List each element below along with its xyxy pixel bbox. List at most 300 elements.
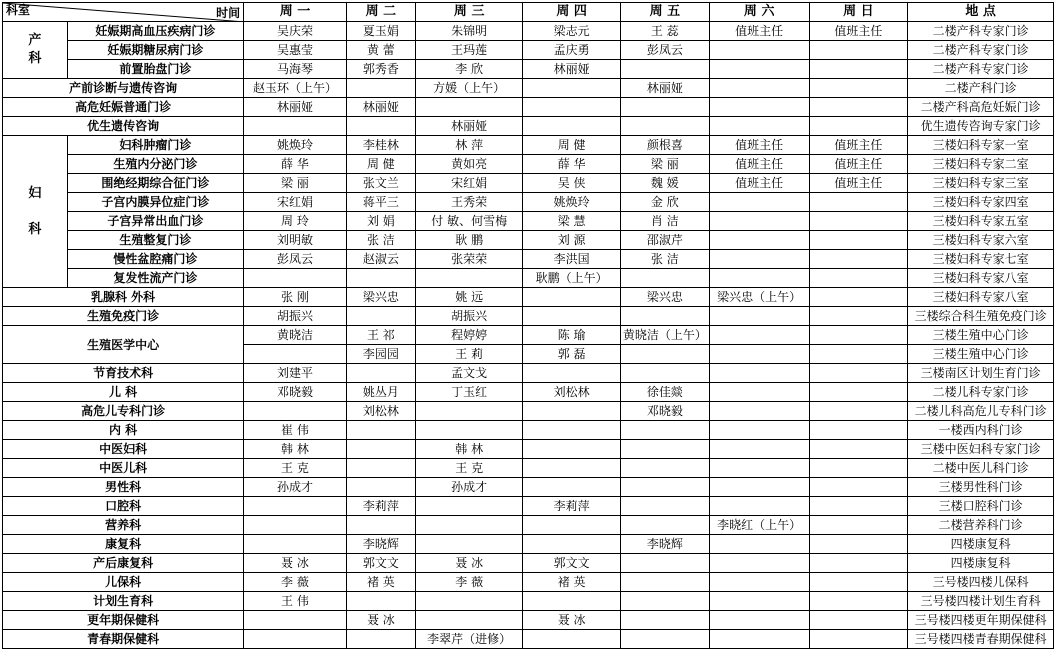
schedule-cell-fri: 邵淑芹	[620, 231, 709, 250]
schedule-cell-thu: 聂 冰	[523, 611, 620, 630]
schedule-cell-wed: 黄如亮	[415, 155, 522, 174]
schedule-cell-wed	[415, 516, 522, 535]
schedule-cell-mon: 赵玉环（上午）	[244, 79, 347, 98]
schedule-row	[3, 174, 1054, 193]
schedule-cell-mon: 王 克	[244, 459, 347, 478]
schedule-cell-sat	[709, 60, 809, 79]
schedule-cell-tue	[346, 478, 415, 497]
schedule-cell-thu: 耿鹏（上午）	[523, 269, 620, 288]
schedule-cell-wed	[415, 497, 522, 516]
schedule-cell-tue: 黄 蕾	[346, 41, 415, 60]
schedule-cell-mon: 张 刚	[244, 288, 347, 307]
schedule-cell-tue: 刘松林	[346, 402, 415, 421]
dept-name-cell: 高危儿专科门诊	[3, 402, 244, 421]
schedule-cell-sun	[809, 98, 908, 117]
schedule-cell-tue	[346, 79, 415, 98]
schedule-cell-sat: 值班主任	[709, 22, 809, 41]
dept-name-cell: 优生遗传咨询	[3, 117, 244, 136]
group-label-gynecology: 妇 科	[3, 136, 68, 288]
schedule-cell-sat	[709, 630, 809, 649]
schedule-cell-mon: 刘明敏	[244, 231, 347, 250]
schedule-cell-thu: 刘 源	[523, 231, 620, 250]
dept-name-cell: 中医妇科	[3, 440, 244, 459]
dept-name-cell: 产后康复科	[3, 554, 244, 573]
schedule-cell-sat	[709, 41, 809, 60]
schedule-row	[3, 459, 1054, 478]
schedule-cell-fri: 林丽娅	[620, 79, 709, 98]
schedule-cell-sat: 值班主任	[709, 174, 809, 193]
schedule-cell-tue: 夏玉娟	[346, 22, 415, 41]
schedule-row	[3, 288, 1054, 307]
schedule-cell-sun	[809, 231, 908, 250]
schedule-cell-thu: 姚焕玲	[523, 193, 620, 212]
schedule-cell-mon: 黄晓洁	[244, 326, 347, 345]
schedule-cell-thu	[523, 402, 620, 421]
dept-name-cell: 妇科肿瘤门诊	[67, 136, 244, 155]
schedule-cell-sat	[709, 554, 809, 573]
schedule-cell-mon: 韩 林	[244, 440, 347, 459]
schedule-cell-sun	[809, 459, 908, 478]
schedule-cell-fri	[620, 440, 709, 459]
schedule-row	[3, 41, 1054, 60]
schedule-cell-thu	[523, 364, 620, 383]
dept-name-cell: 乳腺科 外科	[3, 288, 244, 307]
corner-dept-label: 科室	[6, 3, 31, 17]
schedule-cell-fri	[620, 421, 709, 440]
schedule-cell-thu	[523, 307, 620, 326]
schedule-row	[3, 98, 1054, 117]
schedule-cell-sun	[809, 630, 908, 649]
schedule-row	[3, 383, 1054, 402]
dept-name-cell: 男性科	[3, 478, 244, 497]
schedule-cell-sat: 值班主任	[709, 155, 809, 174]
schedule-cell-wed	[415, 269, 522, 288]
schedule-cell-tue: 蒋平三	[346, 193, 415, 212]
schedule-cell-wed: 韩 林	[415, 440, 522, 459]
location-cell: 三楼综合科生殖免疫门诊	[908, 307, 1054, 326]
schedule-cell-thu	[523, 478, 620, 497]
schedule-cell-fri: 金 欣	[620, 193, 709, 212]
schedule-row	[3, 250, 1054, 269]
dept-name-cell: 营养科	[3, 516, 244, 535]
dept-name-cell: 节育技术科	[3, 364, 244, 383]
schedule-cell-sun	[809, 288, 908, 307]
schedule-cell-fri: 邓晓毅	[620, 402, 709, 421]
schedule-cell-sat	[709, 117, 809, 136]
schedule-cell-wed: 付 敏、何雪梅	[415, 212, 522, 231]
schedule-row	[3, 592, 1054, 611]
schedule-cell-mon	[244, 345, 347, 364]
location-cell: 优生遗传咨询专家门诊	[908, 117, 1054, 136]
schedule-cell-sun	[809, 326, 908, 345]
schedule-cell-sat	[709, 478, 809, 497]
schedule-cell-thu	[523, 421, 620, 440]
schedule-cell-fri	[620, 60, 709, 79]
corner-header-cell	[3, 3, 244, 22]
schedule-cell-fri	[620, 269, 709, 288]
schedule-cell-wed	[415, 98, 522, 117]
schedule-cell-wed: 林丽娅	[415, 117, 522, 136]
schedule-cell-sat	[709, 535, 809, 554]
schedule-cell-fri	[620, 478, 709, 497]
schedule-row	[3, 212, 1054, 231]
location-cell: 三楼中医妇科专家门诊	[908, 440, 1054, 459]
schedule-cell-sat	[709, 193, 809, 212]
schedule-cell-tue	[346, 630, 415, 649]
location-cell: 三楼妇科专家八室	[908, 269, 1054, 288]
location-cell: 三楼妇科专家四室	[908, 193, 1054, 212]
location-cell: 四楼康复科	[908, 535, 1054, 554]
dept-name-cell: 慢性盆腔痛门诊	[67, 250, 244, 269]
schedule-cell-fri	[620, 307, 709, 326]
schedule-cell-sun	[809, 440, 908, 459]
schedule-cell-tue	[346, 364, 415, 383]
schedule-cell-mon: 胡振兴	[244, 307, 347, 326]
schedule-cell-sat	[709, 79, 809, 98]
schedule-cell-sun	[809, 611, 908, 630]
schedule-cell-fri	[620, 573, 709, 592]
dept-name-cell: 儿保科	[3, 573, 244, 592]
schedule-cell-mon: 薛 华	[244, 155, 347, 174]
location-cell: 一楼西内科门诊	[908, 421, 1054, 440]
schedule-cell-tue: 李园园	[346, 345, 415, 364]
day-header-mon: 周 一	[244, 3, 347, 22]
schedule-cell-mon: 王 伟	[244, 592, 347, 611]
location-cell: 三号楼四楼青春期保健科	[908, 630, 1054, 649]
schedule-cell-wed: 王 莉	[415, 345, 522, 364]
schedule-cell-wed: 孙成才	[415, 478, 522, 497]
schedule-cell-wed: 耿 鹏	[415, 231, 522, 250]
schedule-cell-wed: 王秀荣	[415, 193, 522, 212]
schedule-cell-thu	[523, 535, 620, 554]
schedule-cell-sat	[709, 231, 809, 250]
location-cell: 四楼康复科	[908, 554, 1054, 573]
location-cell: 三楼男性科门诊	[908, 478, 1054, 497]
schedule-cell-mon	[244, 630, 347, 649]
group-label-obstetrics: 产 科	[3, 22, 68, 79]
schedule-row	[3, 307, 1054, 326]
schedule-cell-tue	[346, 516, 415, 535]
schedule-row	[3, 478, 1054, 497]
schedule-cell-sun	[809, 193, 908, 212]
dept-name-cell: 儿 科	[3, 383, 244, 402]
schedule-cell-tue: 聂 冰	[346, 611, 415, 630]
schedule-row	[3, 79, 1054, 98]
location-cell: 三号楼四楼更年期保健科	[908, 611, 1054, 630]
location-cell: 二楼产科门诊	[908, 79, 1054, 98]
schedule-cell-fri	[620, 459, 709, 478]
schedule-cell-sun: 值班主任	[809, 155, 908, 174]
schedule-cell-tue: 林丽娅	[346, 98, 415, 117]
schedule-cell-thu: 郭 磊	[523, 345, 620, 364]
schedule-cell-thu: 梁 慧	[523, 212, 620, 231]
schedule-row	[3, 611, 1054, 630]
location-cell: 二楼中医儿科门诊	[908, 459, 1054, 478]
schedule-cell-thu	[523, 98, 620, 117]
schedule-cell-mon	[244, 497, 347, 516]
location-cell: 三楼妇科专家二室	[908, 155, 1054, 174]
location-cell: 三楼妇科专家六室	[908, 231, 1054, 250]
schedule-row	[3, 535, 1054, 554]
schedule-cell-fri	[620, 117, 709, 136]
schedule-cell-sat	[709, 269, 809, 288]
schedule-row	[3, 193, 1054, 212]
schedule-cell-tue	[346, 459, 415, 478]
schedule-cell-mon	[244, 117, 347, 136]
schedule-cell-sat	[709, 459, 809, 478]
dept-name-cell: 生殖免疫门诊	[3, 307, 244, 326]
schedule-cell-wed: 胡振兴	[415, 307, 522, 326]
schedule-cell-fri	[620, 516, 709, 535]
dept-name-cell: 口腔科	[3, 497, 244, 516]
schedule-row	[3, 326, 1054, 345]
schedule-cell-sat: 李晓红（上午）	[709, 516, 809, 535]
schedule-cell-sun	[809, 421, 908, 440]
schedule-cell-sun	[809, 364, 908, 383]
schedule-cell-sat	[709, 497, 809, 516]
schedule-cell-tue: 姚丛月	[346, 383, 415, 402]
schedule-cell-mon: 崔 伟	[244, 421, 347, 440]
location-cell: 二楼产科专家门诊	[908, 22, 1054, 41]
schedule-cell-sun	[809, 250, 908, 269]
schedule-row	[3, 516, 1054, 535]
dept-name-cell: 子宫内膜异位症门诊	[67, 193, 244, 212]
dept-name-cell: 子宫异常出血门诊	[67, 212, 244, 231]
schedule-cell-thu: 刘松林	[523, 383, 620, 402]
location-cell: 二楼营养科门诊	[908, 516, 1054, 535]
schedule-cell-tue	[346, 592, 415, 611]
schedule-cell-fri: 张 洁	[620, 250, 709, 269]
dept-name-cell: 青春期保健科	[3, 630, 244, 649]
schedule-cell-thu	[523, 592, 620, 611]
schedule-cell-mon	[244, 402, 347, 421]
schedule-cell-sun	[809, 573, 908, 592]
schedule-cell-mon: 刘建平	[244, 364, 347, 383]
location-cell: 三楼妇科专家三室	[908, 174, 1054, 193]
schedule-row	[3, 155, 1054, 174]
location-cell: 三号楼四楼儿保科	[908, 573, 1054, 592]
schedule-cell-sun: 值班主任	[809, 174, 908, 193]
schedule-cell-wed: 姚 远	[415, 288, 522, 307]
location-cell: 二楼产科专家门诊	[908, 41, 1054, 60]
day-header-sat: 周 六	[709, 3, 809, 22]
schedule-cell-mon: 马海琴	[244, 60, 347, 79]
schedule-cell-mon: 梁 丽	[244, 174, 347, 193]
dept-name-cell: 复发性流产门诊	[67, 269, 244, 288]
schedule-cell-sun	[809, 478, 908, 497]
schedule-cell-wed: 林 萍	[415, 136, 522, 155]
schedule-cell-wed: 李翠芹（进修）	[415, 630, 522, 649]
schedule-cell-tue: 李桂林	[346, 136, 415, 155]
schedule-cell-thu: 陈 瑜	[523, 326, 620, 345]
schedule-cell-wed: 宋红娟	[415, 174, 522, 193]
schedule-cell-mon: 邓晓毅	[244, 383, 347, 402]
schedule-cell-fri: 肖 洁	[620, 212, 709, 231]
schedule-cell-sun	[809, 383, 908, 402]
schedule-cell-sat: 值班主任	[709, 136, 809, 155]
schedule-cell-fri: 梁 丽	[620, 155, 709, 174]
day-header-thu: 周 四	[523, 3, 620, 22]
schedule-row	[3, 22, 1054, 41]
schedule-cell-fri	[620, 630, 709, 649]
schedule-cell-sat: 梁兴忠（上午）	[709, 288, 809, 307]
schedule-cell-fri	[620, 592, 709, 611]
schedule-cell-fri: 徐佳燚	[620, 383, 709, 402]
schedule-cell-tue	[346, 421, 415, 440]
schedule-cell-sat	[709, 307, 809, 326]
schedule-cell-thu: 褚 英	[523, 573, 620, 592]
schedule-row	[3, 269, 1054, 288]
schedule-cell-sat	[709, 440, 809, 459]
schedule-cell-thu: 薛 华	[523, 155, 620, 174]
schedule-cell-thu	[523, 440, 620, 459]
schedule-row	[3, 402, 1054, 421]
day-header-fri: 周 五	[620, 3, 709, 22]
schedule-cell-wed	[415, 402, 522, 421]
schedule-cell-sun	[809, 592, 908, 611]
schedule-cell-sun	[809, 535, 908, 554]
schedule-cell-sun	[809, 402, 908, 421]
schedule-row	[3, 440, 1054, 459]
schedule-cell-mon: 孙成才	[244, 478, 347, 497]
schedule-cell-thu	[523, 630, 620, 649]
schedule-cell-sun	[809, 497, 908, 516]
schedule-cell-mon: 姚焕玲	[244, 136, 347, 155]
schedule-cell-thu: 周 健	[523, 136, 620, 155]
schedule-cell-sat	[709, 611, 809, 630]
schedule-cell-sat	[709, 345, 809, 364]
location-cell: 三楼生殖中心门诊	[908, 326, 1054, 345]
schedule-cell-mon: 宋红娟	[244, 193, 347, 212]
schedule-cell-tue: 张文兰	[346, 174, 415, 193]
schedule-cell-mon: 李 薇	[244, 573, 347, 592]
schedule-cell-thu	[523, 516, 620, 535]
schedule-cell-tue: 李晓辉	[346, 535, 415, 554]
schedule-cell-sat	[709, 573, 809, 592]
dept-name-cell: 生殖内分泌门诊	[67, 155, 244, 174]
schedule-cell-thu: 李洪国	[523, 250, 620, 269]
schedule-cell-tue: 褚 英	[346, 573, 415, 592]
schedule-row	[3, 60, 1054, 79]
schedule-cell-mon: 聂 冰	[244, 554, 347, 573]
schedule-cell-sun	[809, 79, 908, 98]
clinic-schedule-table	[2, 2, 1054, 649]
schedule-cell-sun	[809, 212, 908, 231]
schedule-cell-tue: 周 健	[346, 155, 415, 174]
schedule-cell-wed: 朱锦明	[415, 22, 522, 41]
schedule-row	[3, 364, 1054, 383]
schedule-cell-tue: 赵淑云	[346, 250, 415, 269]
schedule-cell-thu: 郭文文	[523, 554, 620, 573]
schedule-cell-sat	[709, 592, 809, 611]
schedule-cell-sat	[709, 250, 809, 269]
schedule-row	[3, 554, 1054, 573]
schedule-cell-sat	[709, 402, 809, 421]
schedule-cell-thu	[523, 79, 620, 98]
location-cell: 三楼妇科专家八室	[908, 288, 1054, 307]
schedule-cell-tue	[346, 117, 415, 136]
schedule-cell-sun	[809, 307, 908, 326]
schedule-cell-wed	[415, 592, 522, 611]
dept-name-cell: 康复科	[3, 535, 244, 554]
schedule-cell-thu: 李莉萍	[523, 497, 620, 516]
schedule-cell-tue	[346, 269, 415, 288]
schedule-cell-thu	[523, 288, 620, 307]
schedule-cell-tue	[346, 307, 415, 326]
schedule-cell-mon: 林丽娅	[244, 98, 347, 117]
schedule-cell-fri: 梁兴忠	[620, 288, 709, 307]
schedule-cell-wed	[415, 421, 522, 440]
schedule-cell-sun: 值班主任	[809, 22, 908, 41]
schedule-cell-thu: 孟庆勇	[523, 41, 620, 60]
schedule-cell-mon	[244, 535, 347, 554]
schedule-cell-sat	[709, 212, 809, 231]
schedule-cell-mon: 周 玲	[244, 212, 347, 231]
schedule-cell-tue: 王 祁	[346, 326, 415, 345]
location-cell: 三号楼四楼计划生育科	[908, 592, 1054, 611]
schedule-cell-mon	[244, 269, 347, 288]
location-cell: 三楼口腔科门诊	[908, 497, 1054, 516]
location-cell: 三楼妇科专家五室	[908, 212, 1054, 231]
schedule-cell-fri: 魏 媛	[620, 174, 709, 193]
schedule-cell-thu	[523, 459, 620, 478]
schedule-row	[3, 421, 1054, 440]
schedule-cell-thu: 林丽娅	[523, 60, 620, 79]
schedule-cell-sun	[809, 554, 908, 573]
schedule-cell-tue: 郭文文	[346, 554, 415, 573]
schedule-cell-fri: 彭凤云	[620, 41, 709, 60]
location-header: 地 点	[908, 3, 1054, 22]
dept-name-cell: 高危妊娠普通门诊	[3, 98, 244, 117]
schedule-cell-wed: 王 克	[415, 459, 522, 478]
schedule-cell-sun	[809, 269, 908, 288]
schedule-cell-mon: 吴庆荣	[244, 22, 347, 41]
schedule-cell-sun	[809, 41, 908, 60]
schedule-cell-wed	[415, 535, 522, 554]
schedule-cell-mon	[244, 611, 347, 630]
schedule-cell-tue: 张 洁	[346, 231, 415, 250]
dept-name-cell: 前置胎盘门诊	[67, 60, 244, 79]
schedule-cell-sun	[809, 345, 908, 364]
location-cell: 二楼儿科专家门诊	[908, 383, 1054, 402]
schedule-cell-sun: 值班主任	[809, 136, 908, 155]
schedule-cell-fri	[620, 497, 709, 516]
day-header-tue: 周 二	[346, 3, 415, 22]
schedule-cell-thu	[523, 117, 620, 136]
dept-name-cell: 中医儿科	[3, 459, 244, 478]
dept-name-cell: 生殖医学中心	[3, 326, 244, 364]
schedule-cell-fri: 李晓辉	[620, 535, 709, 554]
dept-name-cell: 妊娠期高血压疾病门诊	[67, 22, 244, 41]
dept-name-cell: 生殖整复门诊	[67, 231, 244, 250]
schedule-cell-thu: 吴 侠	[523, 174, 620, 193]
schedule-cell-fri	[620, 98, 709, 117]
dept-name-cell: 内 科	[3, 421, 244, 440]
schedule-row	[3, 117, 1054, 136]
location-cell: 三楼南区计划生育门诊	[908, 364, 1054, 383]
schedule-cell-fri	[620, 364, 709, 383]
schedule-cell-fri	[620, 611, 709, 630]
schedule-cell-mon: 吴惠莹	[244, 41, 347, 60]
schedule-row	[3, 136, 1054, 155]
corner-diagonal-line	[3, 3, 244, 22]
location-cell: 二楼产科专家门诊	[908, 60, 1054, 79]
location-cell: 三楼妇科专家一室	[908, 136, 1054, 155]
location-cell: 二楼产科高危妊娠门诊	[908, 98, 1054, 117]
schedule-cell-tue: 李莉萍	[346, 497, 415, 516]
day-header-sun: 周 日	[809, 3, 908, 22]
location-cell: 二楼儿科高危儿专科门诊	[908, 402, 1054, 421]
